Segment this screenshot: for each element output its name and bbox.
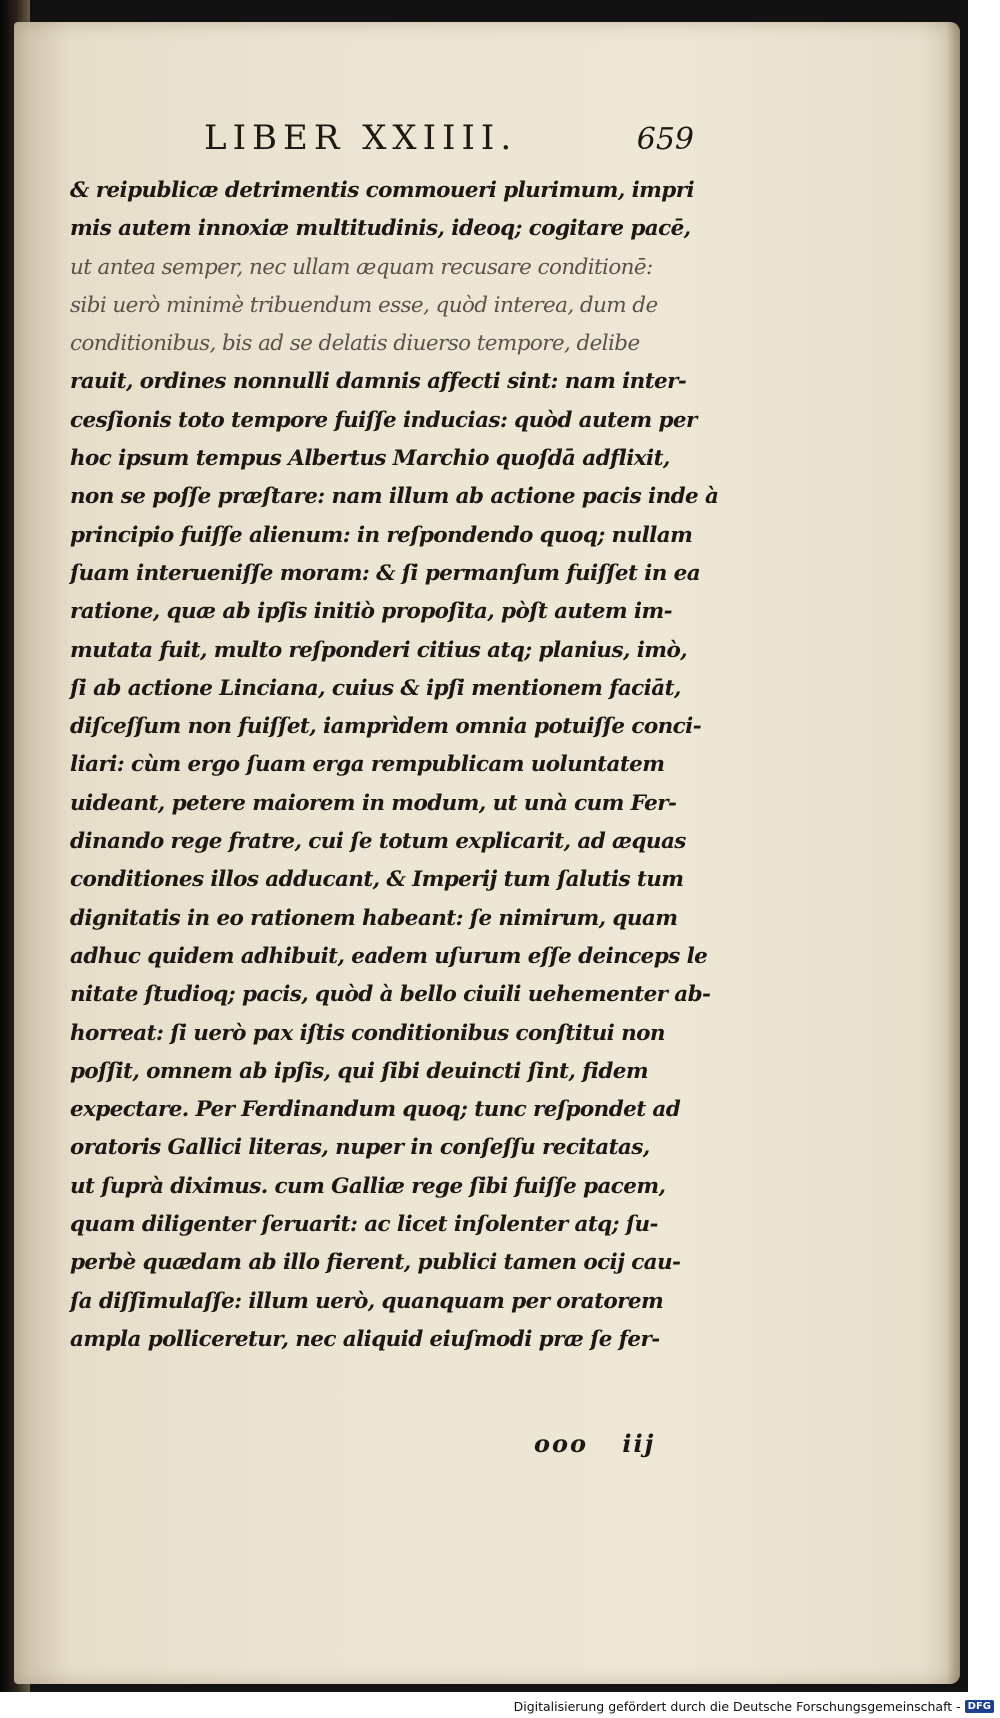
text-line: ut antea semper, nec ullam æquam recusare conditionē: [70,254,653,280]
text-line: uideant, petere maiorem in modum, ut unà cum Fer- [70,790,677,816]
text-line: cesſionis toto tempore fuiſſe inducias: quòd autem per [70,407,697,433]
book-page [14,22,960,1684]
text-line: rauit, ordines nonnulli damnis affecti sint: nam inter- [70,369,687,395]
text-line: mutata fuit, multo reſponderi citius atq; planius, imò, [70,637,688,663]
signature-mark: ooo iij [534,1429,656,1458]
text-line: liari: cùm ergo ſuam erga rempublicam uoluntatem [70,752,665,778]
text-line: & reipublicæ detrimentis commoueri plurimum, impri [70,178,695,203]
text-line: hoc ipsum tempus Albertus Marchio quoſdā adflixit, [70,446,670,472]
text-line: mis autem innoxiæ multitudinis, ideoq; cogitare pacē, [70,216,691,242]
page-edge-shadow [946,22,960,1684]
text-line: oratoris Gallici literas, nuper in conſeſſu recitatas, [70,1135,650,1161]
text-line: ampla polliceretur, nec aliquid eiuſmodi præ ſe fer- [70,1326,660,1352]
text-line: perbè quædam ab illo fierent, publici tamen ocij cau- [70,1250,681,1276]
page-number: 659 [636,122,694,157]
dfg-logo: DFG [965,1700,994,1713]
text-line: dignitatis in eo rationem habeant: ſe nimirum, quam [70,905,678,931]
text-line: ſa diſſimulaſſe: illum uerò, quanquam per oratorem [70,1288,664,1314]
body-text [70,172,728,1359]
text-line: horreat: ſi uerò pax iſtis conditionibus conſtitui non [70,1020,665,1046]
page-header [204,118,694,168]
running-head: LIBER XXIIII. [204,118,518,158]
text-line: conditiones illos adducant, & Imperij tum ſalutis tum [70,867,684,893]
text-line: conditionibus, bis ad se delatis diuerso tempore, delibe [70,331,640,357]
text-line: ſuam interueniſſe moram: & ſi permanſum fuiſſet in ea [70,560,701,586]
text-line: expectare. Per Ferdinandum quoq; tunc reſpondet ad [70,1097,681,1123]
funding-credit: Digitalisierung gefördert durch die Deutsche Forschungsgemeinschaft - [513,1698,961,1714]
text-line: quam diligenter ſeruarit: ac licet inſolenter atq; ſu- [70,1212,658,1238]
text-line: sibi uerò minimè tribuendum esse, quòd interea, dum de [70,292,658,318]
text-line: ratione, quæ ab ipſis initiò propoſita, pòſt autem im- [70,599,672,625]
text-line: dinando rege fratre, cui ſe totum explicarit, ad æquas [70,829,686,855]
text-line: ut ſuprà diximus. cum Galliæ rege ſibi fuiſſe pacem, [70,1173,666,1199]
digitization-footer [514,1696,994,1716]
text-line: non se poſſe præſtare: nam illum ab actione pacis inde à [70,484,719,510]
text-line: poſſit, omnem ab ipſis, qui ſibi deuincti ſint, fidem [70,1058,648,1084]
text-line: principio fuiſſe alienum: in reſpondendo quoq; nullam [70,522,693,548]
text-line: ſi ab actione Linciana, cuius & ipſi mentionem faciāt, [70,675,681,701]
text-line: adhuc quidem adhibuit, eadem uſurum eſſe deinceps le [70,943,708,969]
text-line: nitate ſtudioq; pacis, quòd à bello ciuili uehementer ab- [70,982,711,1008]
text-line: diſceſſum non fuiſſet, iamprìdem omnia potuiſſe conci- [70,714,702,740]
